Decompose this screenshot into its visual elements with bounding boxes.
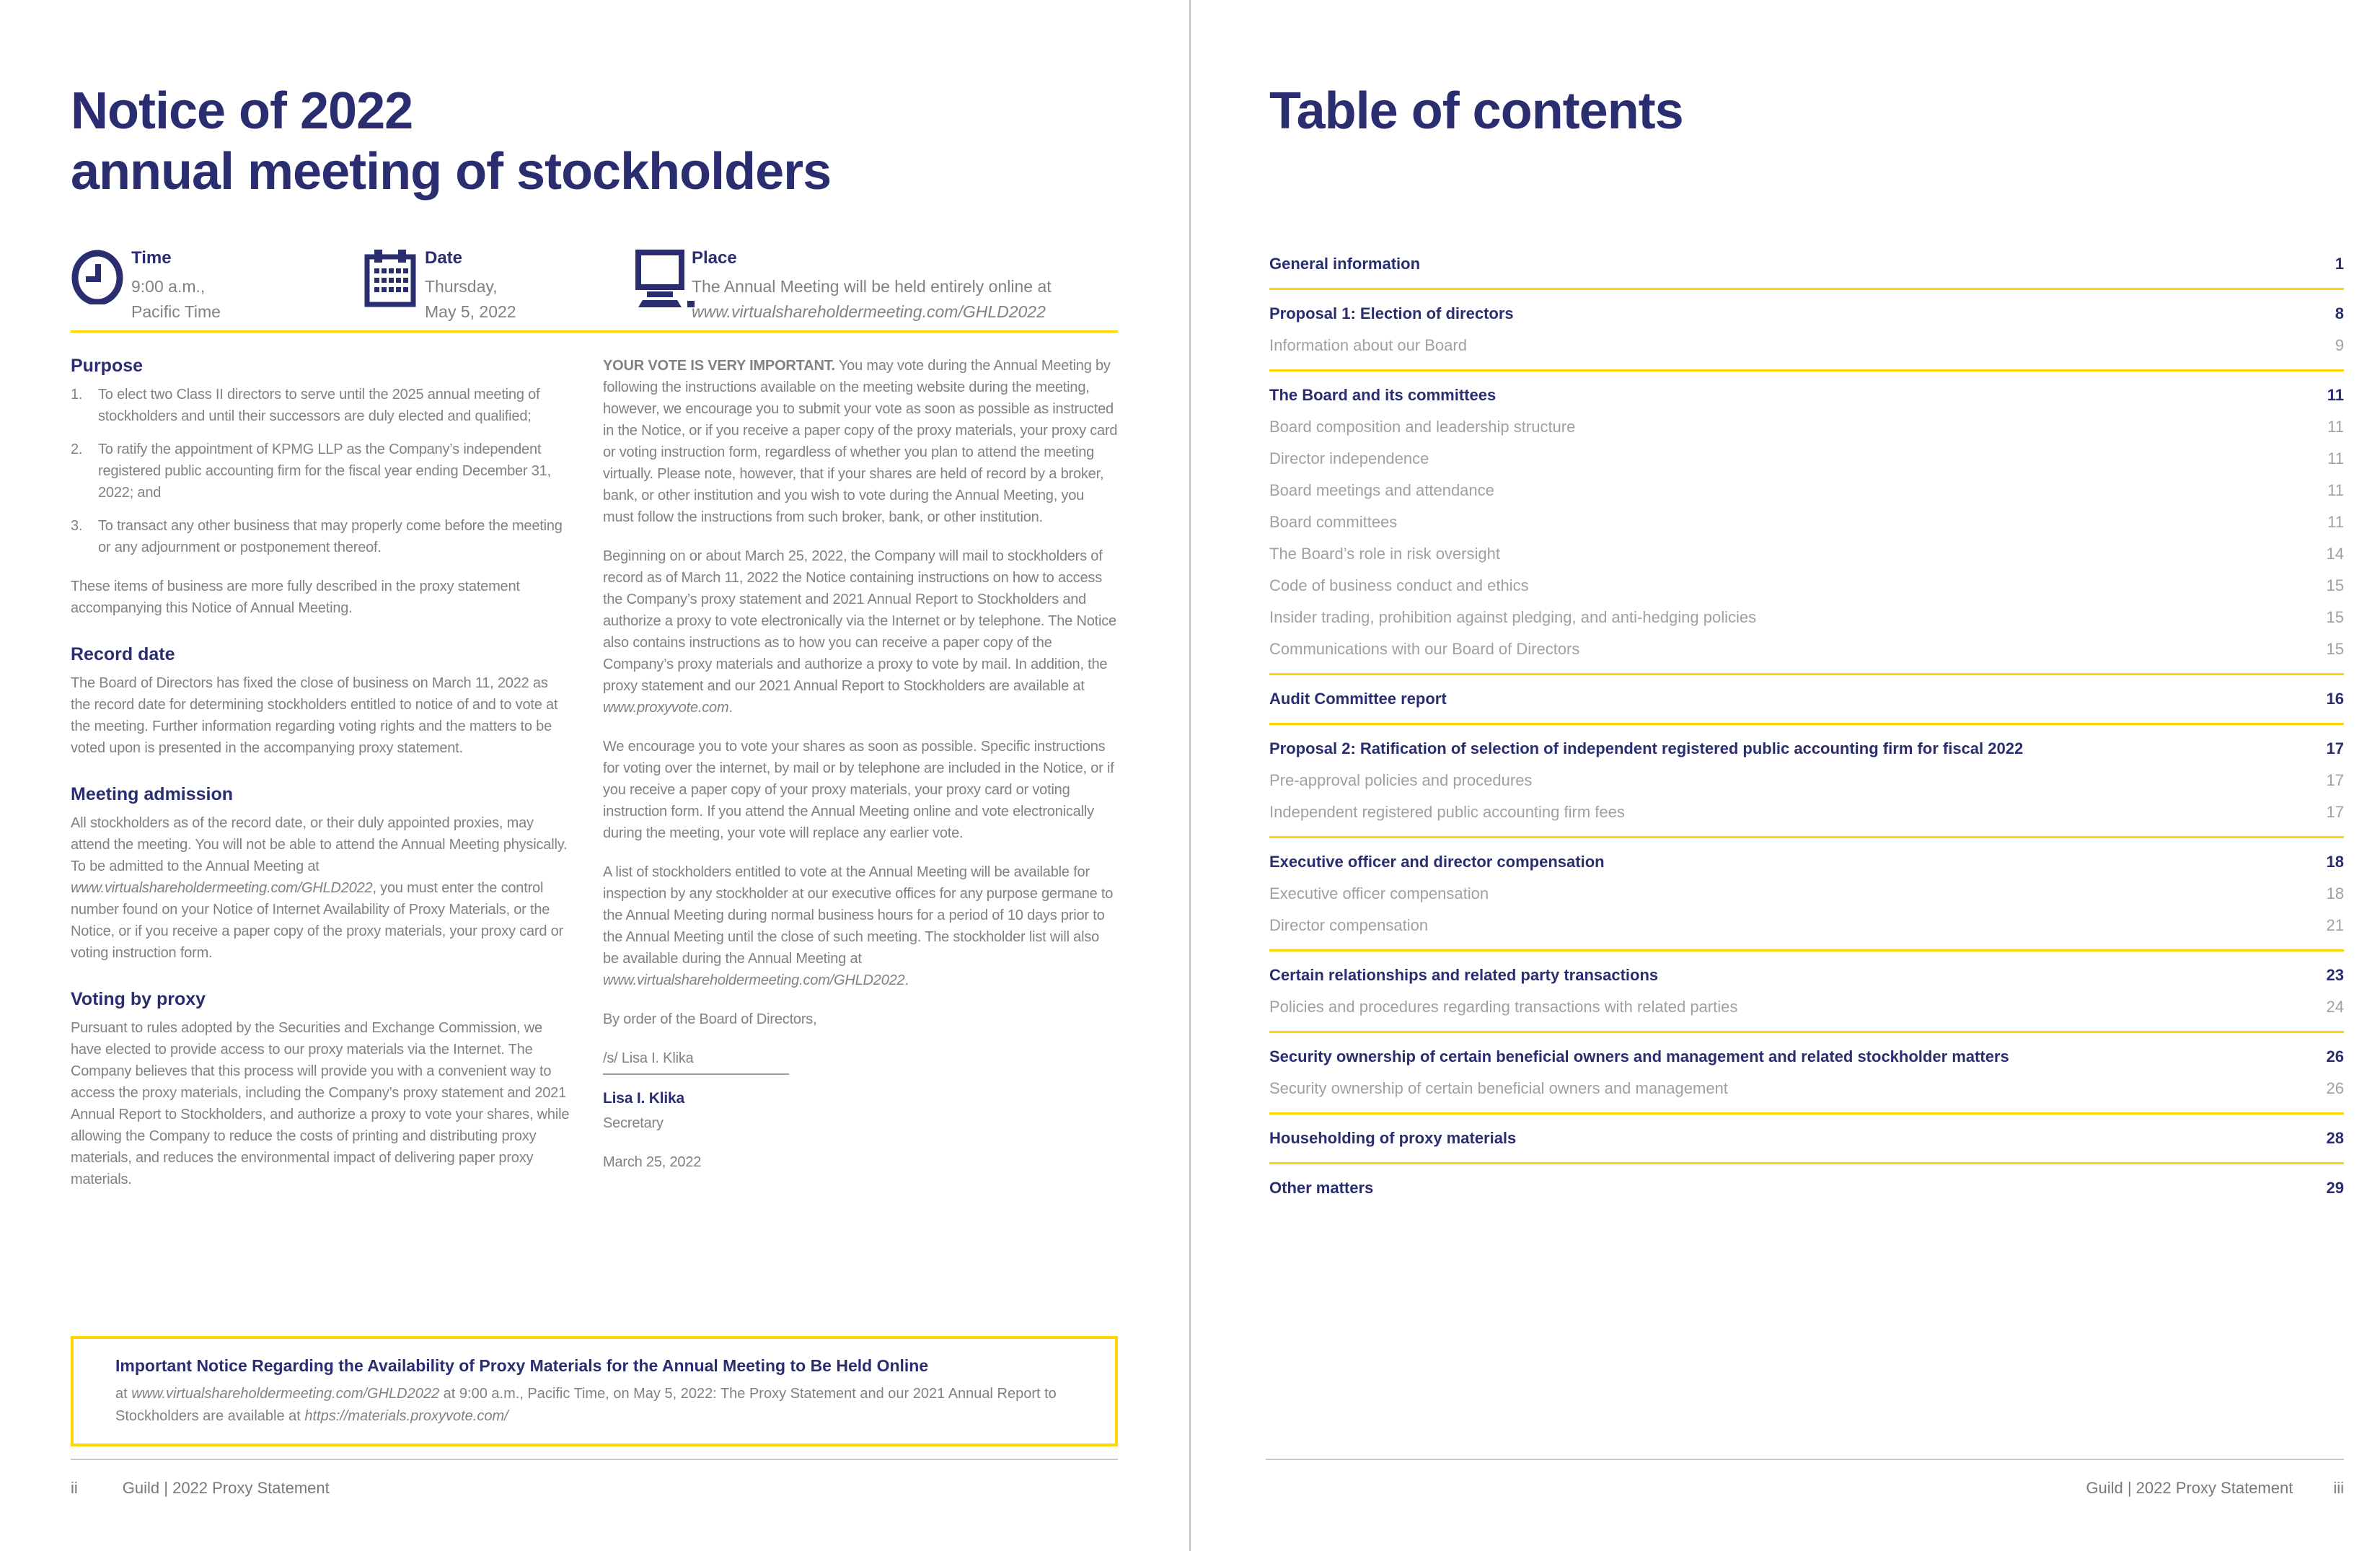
meeting-admission-heading: Meeting admission [71,784,234,804]
right-page-footer [1266,1459,2344,1498]
toc-subsection-4-0[interactable] [1269,765,2344,796]
calendar-icon [364,248,425,325]
signature-date: March 25, 2022 [603,1154,702,1170]
important-notice-heading: Important Notice Regarding the Availability of Proxy Materials for the Annual Meeting to Be Held Online [115,1356,929,1375]
notice-body-columns [71,355,1118,1208]
toc-subsection-5-1[interactable] [1269,910,2344,941]
meeting-info-row [71,248,1118,325]
toc-subsection-2-4[interactable] [1269,538,2344,570]
voting-by-proxy-heading: Voting by proxy [71,989,206,1009]
signatory-title: Secretary [603,1115,664,1131]
toc-subsection-page: 11 [2327,449,2344,467]
toc-subsection-page: 17 [2326,803,2344,821]
place-label: Place [692,248,737,268]
toc-section-title: Certain relationships and related party transactions [1269,966,1659,984]
notice-page-title [71,81,831,202]
date-value-line1: Thursday, [425,277,498,296]
important-notice-body: at www.virtualshareholdermeeting.com/GHLD2022 at 9:00 a.m., Pacific Time, on May 5, 2022: The Proxy Statement and our 2021 Annual Report to Stockholders are available at https://materials.proxyvote.com/ [115,1386,1057,1424]
toc-subsection-page: 24 [2326,998,2344,1016]
toc-subsection-page: 15 [2326,576,2344,594]
monitor-icon [631,248,692,325]
toc-section-title: The Board and its committees [1269,386,1497,404]
meeting-place-item [631,248,1118,325]
toc-subsection-2-7[interactable] [1269,633,2344,665]
purpose-item-number: 1. [71,387,83,403]
toc-subsection-2-6[interactable] [1269,602,2344,633]
toc-subsection-title: Code of business conduct and ethics [1269,576,1529,594]
stockholder-list-paragraph: A list of stockholders entitled to vote at the Annual Meeting will be available for inspection by any stockholder at our executive offices for any purpose germane to the Annual Meeting during normal business hours for a period of 10 days prior to the Annual Meeting until the close of such meeting. The stockholder list will also be available during the Annual Meeting at www.virtualshareholdermeeting.com/GHLD2022. [603,864,1114,988]
toc-section-0[interactable] [1269,248,2344,280]
toc-subsection-5-0[interactable] [1269,878,2344,910]
purpose-item-text: To ratify the appointment of KPMG LLP as the Company’s independent registered public accounting firm for the fiscal year ending December 31, 2022; and [98,441,551,501]
toc-subsection-page: 17 [2326,771,2344,789]
toc-separator [1269,369,2344,372]
toc-separator [1269,836,2344,838]
time-label: Time [131,248,172,268]
yellow-rule-top [71,330,1118,333]
meeting-time-text [131,248,364,325]
left-footer-text: Guild | 2022 Proxy Statement [122,1479,330,1497]
toc-subsection-page: 26 [2326,1079,2344,1097]
toc-page-title: Table of contents [1269,82,1683,140]
purpose-closing-paragraph: These items of business are more fully described in the proxy statement accompanying this Notice of Annual Meeting. [71,579,520,616]
encourage-vote-paragraph: We encourage you to vote your shares as soon as possible. Specific instructions for voting over the internet, by mail or by telephone are included in the Notice, or if you receive a paper copy of your proxy materials, your proxy card or voting instruction form. If you attend the Annual Meeting online and vote electronically during the meeting, your vote will replace any earlier vote. [603,739,1114,841]
notice-title-line2: annual meeting of stockholders [71,143,832,201]
signature-line-text: /s/ Lisa I. Klika [603,1050,694,1066]
notice-column-1 [71,355,571,1208]
place-value-line1: The Annual Meeting will be held entirely online at [692,277,1052,296]
toc-subsection-page: 15 [2326,608,2344,626]
date-value-line2: May 5, 2022 [425,302,516,321]
toc-subsection-page: 9 [2335,336,2344,354]
toc-section-4[interactable] [1269,733,2344,765]
toc-subsection-1-0[interactable] [1269,330,2344,361]
toc-subsection-page: 11 [2327,418,2344,436]
purpose-item-number: 3. [71,518,83,534]
toc-section-title: Householding of proxy materials [1269,1129,1517,1147]
notice-title-line1: Notice of 2022 [71,82,413,140]
toc-subsection-7-0[interactable] [1269,1073,2344,1104]
toc-section-title: Other matters [1269,1179,1374,1197]
toc-subsection-page: 21 [2326,916,2344,934]
toc-subsection-title: The Board’s role in risk oversight [1269,545,1500,563]
place-value-line2: www.virtualshareholdermeeting.com/GHLD2022 [692,302,1046,321]
toc-section-7[interactable] [1269,1041,2344,1073]
toc-section-6[interactable] [1269,959,2344,991]
date-label: Date [425,248,463,268]
toc-section-title: General information [1269,255,1421,273]
toc-separator [1269,673,2344,675]
toc-subsection-title: Pre-approval policies and procedures [1269,771,1533,789]
toc-subsection-2-3[interactable] [1269,506,2344,538]
record-date-heading: Record date [71,644,175,664]
toc-section-page: 23 [2326,966,2344,984]
toc-section-title: Audit Committee report [1269,690,1447,708]
purpose-item-1 [71,384,571,427]
toc-section-page: 8 [2335,304,2344,322]
important-notice-box [71,1336,1118,1446]
toc-section-title: Proposal 2: Ratification of selection of independent registered public accounting firm for fiscal 2022 [1269,739,2024,757]
toc-section-page: 18 [2326,853,2344,871]
toc-section-title: Executive officer and director compensation [1269,853,1605,871]
toc-subsection-title: Director compensation [1269,916,1429,934]
toc-list [1269,248,2344,1204]
purpose-heading: Purpose [71,356,144,376]
toc-section-2[interactable] [1269,379,2344,411]
page-divider [1189,0,1191,1551]
toc-subsection-6-0[interactable] [1269,991,2344,1023]
toc-section-page: 1 [2335,255,2344,273]
toc-section-page: 16 [2326,690,2344,708]
toc-section-page: 26 [2326,1047,2344,1066]
signature-rule [603,1069,789,1075]
meeting-place-text [692,248,1118,325]
toc-section-9[interactable] [1269,1172,2344,1204]
toc-section-page: 29 [2326,1179,2344,1197]
toc-subsection-page: 18 [2326,884,2344,902]
purpose-item-text: To transact any other business that may properly come before the meeting or any adjournment or postponement thereof. [98,518,563,555]
toc-subsection-page: 11 [2327,513,2344,531]
notice-column-2 [603,355,1118,1208]
clock-icon [71,248,131,325]
toc-separator [1269,1031,2344,1033]
toc-section-page: 11 [2327,386,2344,404]
voting-by-proxy-paragraph: Pursuant to rules adopted by the Securities and Exchange Commission, we have elected to provide access to our proxy materials via the Internet. The Company believes that this process will provide you with a convenient way to access the proxy materials, including the Company’s proxy statement and 2021 Annual Report to Stockholders, and authorize a proxy to vote your shares, while allowing the Company to reduce the costs of printing and distributing proxy materials, and reduces the environmental impact of delivering paper proxy materials. [71,1020,570,1187]
toc-subsection-page: 15 [2326,640,2344,658]
toc-separator [1269,1162,2344,1164]
toc-subsection-title: Board composition and leadership structure [1269,418,1576,436]
toc-subsection-title: Board committees [1269,513,1398,531]
signatory-name: Lisa I. Klika [603,1090,684,1107]
toc-separator [1269,288,2344,290]
purpose-item-2 [71,439,571,504]
meeting-time-item [71,248,364,325]
purpose-item-3 [71,515,571,558]
toc-section-page: 28 [2326,1129,2344,1147]
toc-subsection-4-1[interactable] [1269,796,2344,828]
toc-separator [1269,1112,2344,1115]
right-page-number: iii [2333,1479,2344,1497]
toc-subsection-2-5[interactable] [1269,570,2344,602]
toc-subsection-title: Insider trading, prohibition against pledging, and anti-hedging policies [1269,608,1757,626]
left-page-number: ii [71,1479,78,1497]
toc-subsection-2-1[interactable] [1269,443,2344,475]
toc-section-1[interactable] [1269,298,2344,330]
toc-subsection-title: Information about our Board [1269,336,1467,354]
toc-subsection-title: Executive officer compensation [1269,884,1489,902]
toc-subsection-title: Director independence [1269,449,1429,467]
purpose-item-text: To elect two Class II directors to serve until the 2025 annual meeting of stockholders and until their successors are duly elected and qualified; [98,387,540,424]
toc-section-title: Security ownership of certain beneficial owners and management and related stockholder matters [1269,1047,2009,1066]
toc-separator [1269,723,2344,725]
toc-subsection-page: 11 [2327,481,2344,499]
toc-separator [1269,949,2344,952]
purpose-item-number: 2. [71,441,83,457]
toc-subsection-title: Independent registered public accounting firm fees [1269,803,1625,821]
toc-section-3[interactable] [1269,683,2344,715]
toc-section-title: Proposal 1: Election of directors [1269,304,1514,322]
mailing-paragraph: Beginning on or about March 25, 2022, the Company will mail to stockholders of record as of March 11, 2022 the Notice containing instructions on how to access the Company’s proxy statement and 2021 Annual Report to Stockholders and authorize a proxy to vote electronically via the Internet or by telephone. The Notice also contains instructions as to how you can receive a paper copy of the Company’s proxy materials and authorize a proxy to vote by mail. In addition, the proxy statement and our 2021 Annual Report to Stockholders are available at www.proxyvote.com. [603,548,1116,716]
record-date-paragraph: The Board of Directors has fixed the close of business on March 11, 2022 as the record date for determining stockholders entitled to notice of and to vote at the meeting. Further information regarding voting rights and the matters to be voted upon is presented in the accompanying proxy statement. [71,675,558,756]
right-footer-text: Guild | 2022 Proxy Statement [2086,1479,2293,1497]
toc-subsection-page: 14 [2326,545,2344,563]
toc-subsection-title: Communications with our Board of Directors [1269,640,1580,658]
toc-section-8[interactable] [1269,1122,2344,1154]
meeting-admission-paragraph: All stockholders as of the record date, or their duly appointed proxies, may attend the meeting. You will not be able to attend the Annual Meeting physically. To be admitted to the Annual Meeting at www.virtualshareholdermeeting.com/GHLD2022, you must enter the control number found on your Notice of Internet Availability of Proxy Materials, or the Notice, or if you receive a paper copy of the proxy materials, your proxy card or voting instruction form. [71,815,568,961]
toc-subsection-title: Board meetings and attendance [1269,481,1494,499]
meeting-date-text [425,248,631,325]
by-order-line: By order of the Board of Directors, [603,1011,817,1027]
toc-subsection-2-0[interactable] [1269,411,2344,443]
toc-section-page: 17 [2326,739,2344,757]
left-page-footer [71,1459,1118,1498]
meeting-date-item [364,248,631,325]
toc-subsection-title: Policies and procedures regarding transactions with related parties [1269,998,1738,1016]
your-vote-paragraph: YOUR VOTE IS VERY IMPORTANT. You may vote during the Annual Meeting by following the instructions available on the meeting website during the meeting, however, we encourage you to submit your vote as soon as possible as instructed in the Notice, or if you receive a paper copy of the proxy materials, your proxy card or voting instruction form, regardless of whether you plan to attend the meeting virtually. Please note, however, that if your shares are held of record by a broker, bank, or other institution and you wish to vote during the Annual Meeting, you must follow the instructions from such broker, bank, or other institution. [603,358,1118,525]
time-value-line1: 9:00 a.m., [131,277,206,296]
time-value-line2: Pacific Time [131,302,221,321]
toc-subsection-2-2[interactable] [1269,475,2344,506]
toc-section-5[interactable] [1269,846,2344,878]
toc-subsection-title: Security ownership of certain beneficial owners and management [1269,1079,1728,1097]
